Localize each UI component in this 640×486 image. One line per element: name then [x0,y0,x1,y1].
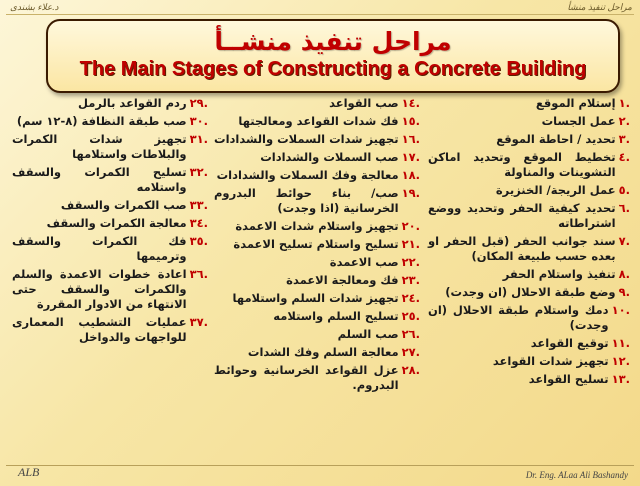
stage-text: تسليح واستلام تسليح الاعمدة [233,237,399,251]
stage-text: إستلام الموقع [535,96,616,110]
stage-text: عمل الجسات [541,114,616,128]
stage-text: صب الكمرات والسقف [60,198,187,212]
stage-item [428,285,630,300]
stage-item [214,114,420,129]
stage-item [214,237,420,252]
stage-text: تسليح الكمرات والسقف واستلامه [12,165,187,194]
footer-author: Dr. Eng. ALaa Ali Bashandy [525,470,628,480]
stage-item [214,219,420,234]
stage-text: فك شدات القواعد ومعالجتها [238,114,399,128]
stage-number: .٩ [618,285,630,299]
stage-item [428,114,630,129]
stage-text: تجهيز شدات القواعد [492,354,609,368]
title-arabic: مراحل تنفيذ منشــأ [214,27,452,56]
stage-text: تنفيذ واستلام الحفر [502,267,616,281]
stage-number: .٧ [618,234,630,248]
stage-item [428,336,630,351]
stage-text: تجهيز واستلام شدات الاعمدة [235,219,399,233]
stage-item [12,315,208,345]
stage-item [214,327,420,342]
stage-number: .١٣ [611,372,630,386]
stage-text: عزل القواعد الخرسانية وحوائط البدروم. [214,363,399,392]
stage-item [12,267,208,312]
stage-number: .٢١ [401,237,420,251]
stage-number: .٣٥ [189,234,208,248]
stage-item [214,186,420,216]
stage-item [214,345,420,360]
stage-text: تجهيز شدات السملات والشدادات [214,132,399,146]
stage-number: .١٠ [611,303,630,317]
stage-text: صب السملات والشدادات [260,150,399,164]
stage-item [214,255,420,270]
stage-number: .٢٦ [401,327,420,341]
stage-text: وضع طبقة الاحلال (ان وجدت) [445,285,616,299]
stage-item [12,114,208,129]
header-author: د.علاء بشندى [10,2,59,12]
stage-number: .٢٤ [401,291,420,305]
stage-item [214,168,420,183]
stage-number: .٤ [618,150,630,164]
stage-item [428,234,630,264]
stage-number: .٣٤ [189,216,208,230]
stage-number: .٨ [618,267,630,281]
stage-number: .٢٥ [401,309,420,323]
stage-item [214,132,420,147]
stage-number: .٢٩ [189,96,208,110]
stage-number: .٣ [618,132,630,146]
stage-text: معالجة الكمرات والسقف [46,216,187,230]
stage-text: تسليح القواعد [528,372,609,386]
stage-number: .١٧ [401,150,420,164]
stage-text: معالجة السلم وفك الشدات [247,345,399,359]
header-divider [6,14,634,15]
stage-number: .١٨ [401,168,420,182]
stage-item [214,291,420,306]
stage-item [428,201,630,231]
stages-column-3 [12,96,208,348]
stage-item [12,96,208,111]
stage-number: .٣٣ [189,198,208,212]
stage-number: .١٩ [401,186,420,200]
stage-number: .١٤ [401,96,420,110]
stage-text: فك الكمرات والسقف وترميمها [12,234,187,263]
stage-text: صب القواعد [329,96,399,110]
stage-text: ردم القواعد بالرمل [77,96,187,110]
stage-item [428,303,630,333]
stage-item [428,96,630,111]
stage-item [214,96,420,111]
stage-number: .٢٧ [401,345,420,359]
stage-item [428,132,630,147]
stage-item [12,165,208,195]
stage-item [214,309,420,324]
stage-number: .١٦ [401,132,420,146]
stage-number: .٢ [618,114,630,128]
stage-item [428,267,630,282]
stage-item [428,183,630,198]
stage-number: .٢٠ [401,219,420,233]
stage-number: .٣١ [189,132,208,146]
stage-item [428,372,630,387]
stage-number: .١٢ [611,354,630,368]
stage-number: .٣٢ [189,165,208,179]
stage-text: تخطيط الموقع وتحديد اماكن التشوينات والمناولة [428,150,616,179]
stage-text: صب السلم [337,327,399,341]
stage-text: اعادة خطوات الاعمدة والسلم والكمرات والسقف حتى الانتهاء من الادوار المقررة [12,267,187,311]
stage-item [12,198,208,213]
stage-number: .٢٢ [401,255,420,269]
stages-column-2 [214,96,420,396]
stage-text: سند جوانب الحفر (قبل الحفر او بعده حسب طبيعة المكان) [428,234,616,263]
stage-text: تجهيز شدات السلم واستلامها [232,291,399,305]
footer-logo-text: ALB [18,465,40,479]
stages-column-1 [428,96,630,390]
stage-text: توقيع القواعد [530,336,609,350]
stage-text: دمك واستلام طبقة الاحلال (ان وجدت) [428,303,609,332]
stage-text: صب الاعمدة [329,255,399,269]
stage-text: عمليات التشطيب المعمارى للواجهات والدواخل [12,315,187,344]
title-banner [46,19,620,93]
stage-number: .٣٦ [189,267,208,281]
stage-number: .١ [618,96,630,110]
stage-number: .١١ [611,336,630,350]
stage-item [214,273,420,288]
stage-number: .٦ [618,201,630,215]
stage-number: .٥ [618,183,630,197]
title-english: The Main Stages of Constructing a Concrete Building [79,58,587,80]
stage-item [12,132,208,162]
stage-number: .٣٧ [189,315,208,329]
stage-number: .٢٨ [401,363,420,377]
stage-text: تسليح السلم واستلامه [273,309,399,323]
stage-text: صب طبقة النظافة (٨-١٢ سم) [16,114,187,128]
stage-item [428,354,630,369]
stage-item [428,150,630,180]
stage-item [12,216,208,231]
stage-item [214,150,420,165]
footer-divider [6,465,634,466]
stage-text: تحديد كيفية الحفر وتحديد ووضع اشتراطاته [428,201,616,230]
header-topic: مراحل تنفيذ منشأ [567,2,632,12]
stage-text: صب/ بناء حوائط البدروم الخرسانية (اذا وجدت) [214,186,399,215]
stage-number: .٣٠ [189,114,208,128]
stage-item [214,363,420,393]
stage-text: تحديد / احاطة الموقع [496,132,616,146]
stage-text: فك ومعالجة الاعمدة [286,273,399,287]
stage-number: .٢٣ [401,273,420,287]
stage-number: .١٥ [401,114,420,128]
stage-item [12,234,208,264]
stage-text: عمل الريجة/ الخنزيرة [495,183,616,197]
stage-text: معالجة وفك السملات والشدادات [216,168,399,182]
stage-text: تجهيز شدات الكمرات والبلاطات واستلامها [12,132,187,161]
